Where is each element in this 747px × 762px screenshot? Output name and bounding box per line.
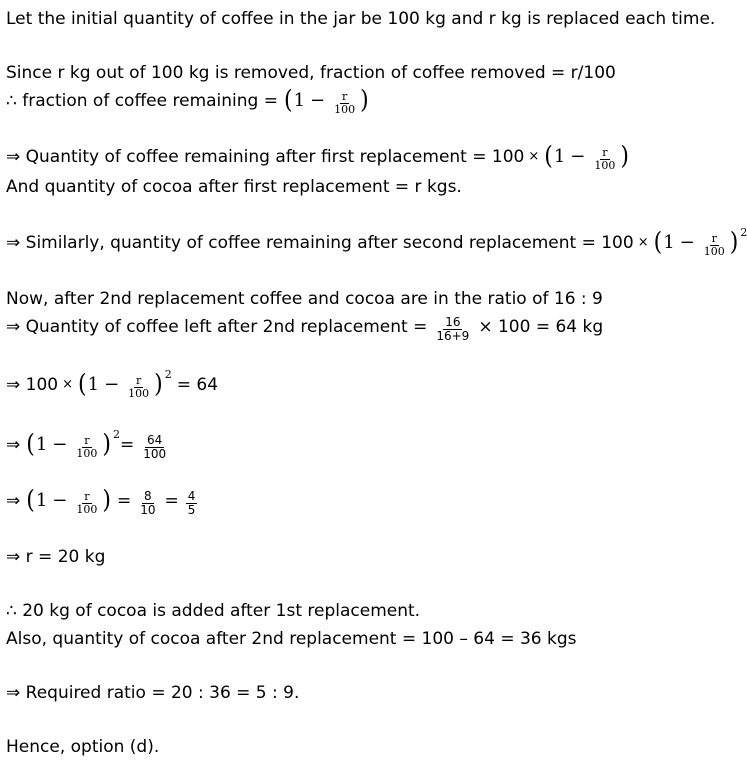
exponent: 2 [112,428,120,441]
denominator: 100 [128,386,150,400]
left-paren: ( [26,486,35,515]
line-text: ∴ fraction of coffee remaining = [6,91,278,111]
solution-line-3 [6,86,370,116]
implies-symbol: ⇒ [6,491,21,511]
solution-line-5 [6,176,462,198]
right-paren: ) [154,370,163,399]
one: 1 [553,146,566,167]
denominator: 100 [334,102,356,116]
numerator: r [84,489,90,503]
denominator: 100 [703,244,725,258]
denominator: 5 [187,502,196,517]
right-paren: ) [360,86,369,115]
line-text: Let the initial quantity of coffee in the jar be 100 kg and r kg is replaced each time. [6,9,716,29]
minus-sign: − [679,232,695,253]
denominator: 10 [140,502,156,517]
solution-line-1 [6,8,715,30]
denominator: 100 [76,446,98,460]
solution-line-10 [6,428,170,461]
line-text: Now, after 2nd replacement coffee and cocoa are in the ratio of 16 : 9 [6,289,603,309]
exponent: 2 [164,368,172,381]
numerator: r [711,231,717,245]
solution-line-8 [6,314,604,343]
line-text: ∴ 20 kg of cocoa is added after 1st replacement. [6,601,421,621]
denominator: 100 [143,446,167,461]
line-text: ⇒ Quantity of coffee remaining after first replacement = 100 [6,147,525,167]
fraction-r-over-100 [126,375,151,400]
numerator: r [602,145,608,159]
line-text: ⇒ Similarly, quantity of coffee remaining after second replacement = 100 [6,233,634,253]
numerator: r [341,89,348,103]
fraction-r-over-100 [332,91,357,116]
solution-line-7 [6,288,603,310]
right-paren: ) [102,430,111,459]
fraction-r-over-100 [74,491,99,516]
one: 1 [35,490,48,511]
minus-sign: − [52,434,68,455]
fraction-8-over-10 [138,490,157,517]
solution-line-15 [6,682,299,704]
solution-line-2 [6,62,616,84]
line-text: ⇒ Required ratio = 20 : 36 = 5 : 9. [6,683,300,703]
right-paren: ) [102,486,111,515]
left-paren: ( [544,142,553,171]
times-sign: × [637,235,649,250]
times-sign: × [62,377,74,392]
line-text: ⇒ r = 20 kg [6,547,106,567]
one: 1 [87,374,100,395]
numerator: 16 [445,314,461,329]
fraction-r-over-100 [74,435,99,460]
one: 1 [663,232,675,253]
line-text: × 100 = 64 kg [478,317,604,337]
equals-sign: = [119,435,135,455]
fraction-r-over-100 [592,147,617,172]
exponent: 2 [740,226,747,239]
solution-line-16 [6,736,159,758]
line-text: ⇒ Quantity of coffee left after 2nd replacement = [6,317,428,337]
solution-line-14 [6,628,577,650]
solution-line-13 [6,600,420,622]
numerator: 4 [187,488,196,503]
denominator: 100 [76,502,98,516]
one: 1 [35,434,48,455]
line-text: = 64 [176,375,219,395]
line-text: Also, quantity of cocoa after 2nd replacement = 100 – 64 = 36 kgs [6,629,577,649]
left-paren: ( [78,370,87,399]
solution-line-4 [6,142,630,172]
line-text: ⇒ 100 [6,375,59,395]
left-paren: ( [283,86,293,115]
line-text: And quantity of cocoa after first replacement = r kgs. [6,177,462,197]
right-paren: ) [729,228,739,257]
right-paren: ) [620,142,629,171]
numerator: r [84,433,90,447]
fraction-16-over-16-plus-9 [434,316,471,343]
equals-sign: = [164,491,179,511]
fraction-r-over-100 [702,233,727,258]
numerator: 64 [147,432,163,447]
line-text: Hence, option (d). [6,737,160,757]
denominator: 100 [594,158,616,172]
fraction-4-over-5 [186,490,198,517]
equals-sign: = [116,491,132,511]
implies-symbol: ⇒ [6,435,21,455]
denominator: 16+9 [436,328,470,343]
solution-line-6 [6,226,747,258]
numerator: 8 [144,488,152,503]
solution-line-9 [6,368,219,400]
minus-sign: − [310,90,326,111]
fraction-64-over-100 [141,434,168,461]
solution-line-11 [6,486,199,517]
solution-line-12 [6,546,105,568]
one: 1 [293,90,306,111]
minus-sign: − [52,490,68,511]
line-text: Since r kg out of 100 kg is removed, fraction of coffee removed = r/100 [6,63,616,83]
minus-sign: − [570,146,586,167]
minus-sign: − [104,374,120,395]
left-paren: ( [26,430,35,459]
left-paren: ( [653,228,663,257]
times-sign: × [528,149,540,164]
numerator: r [136,373,142,387]
